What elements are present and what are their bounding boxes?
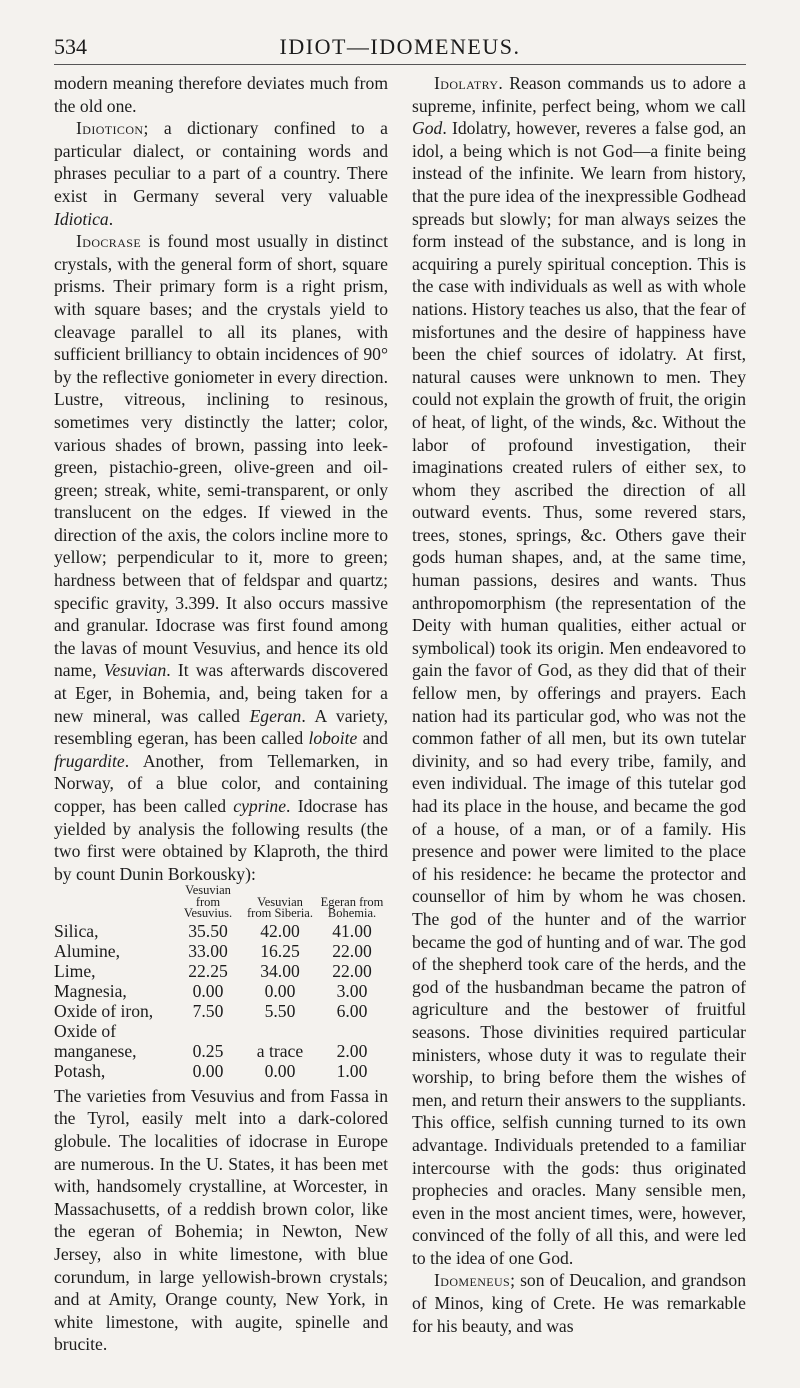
column-header: Vesuvian from Vesuvius.: [183, 883, 233, 921]
entry-idolatry: Idolatry. Reason commands us to adore a supreme, infinite, perfect being, whom we call God. Idolatry, however, reveres a false god, an idol, a being which is not God—a finite being instead of the infinite. We learn from history, that the pure idea of the inexpressible Godhead spreads but slowly; for man always seizes the form instead of the substance, and is long in acquiring a purely spiritual conception. This is the case with individuals as well as with whole nations. History teaches us also, that the fear of misfortunes and the desire of happiness have been the chief sources of idolatry. At first, natural causes were unknown to men. They could not explain the growth of fruit, the origin of heat, of light, of the winds, &c. Without the labor of profound investigation, their imaginations created rulers of either sex, to whom they ascribed the direction of all outward events. Thus, some revered stars, trees, stones, springs, &c. Others gave their gods human shapes, and, at the same time, human passions, desires and wants. Thus anthropomorphism (the representation of the Deity with human qualities, either actual or symbolical) took its origin. Men endeavored to gain the favor of God, as they did that of their fellow men, by offerings and prayers. Each nation had its particular god, who was not the common father of all men, but its own tutelar divinity, and so had every tribe, family, and even individual. The image of this tutelar god had its place in the house, and became the god of a house, of a man, or of a family. His presence and power were limited to the place of his residence: he became the protector and counsellor of him by whom he was chosen. The god of the hunter and of the warrior became the god of hunting and of war. The god of the shepherd took care of the herds, and the god of the husbandman became the patron of agriculture and the bestower of fruitful seasons. Those divinities required particular ministers, whose duty it was to regulate their worship, to bring before them the wishes of men, and return their answers to the suppliants. This office, selfish cunning turned to its own advantage. Individuals pretended to a familiar intercourse with the gods: thus originated prophecies and oracles. Many sensible men, even in the most ancient times, were, however, convinced of the folly of all this, and were led to the idea of one God.: [412, 73, 746, 1268]
entry-term-idocrase: Idocrase: [76, 231, 142, 252]
table-row: Lime, 22.25 34.00 22.00: [54, 960, 372, 981]
entry-idomeneus: Idomeneus; son of Deucalion, and grandson of Minos, king of Crete. He was remarkable for his beauty, and was: [412, 1270, 746, 1336]
analysis-table-header: [54, 885, 388, 920]
right-column: [412, 72, 746, 1337]
entry-idioticon: Idioticon; a dictionary confined to a particular dialect, or containing words and phrases peculiar to a part of a country. There exist in Germany several very valuable Idiotica.: [54, 118, 388, 229]
table-row: Potash, 0.00 0.00 1.00: [54, 1060, 368, 1081]
column-header: Egeran from Bohemia.: [320, 894, 384, 921]
table-row: Oxide of iron, 7.50 5.50 6.00: [54, 1000, 368, 1021]
left-column: [54, 72, 388, 1356]
entry-term-idolatry: Idolatry: [434, 73, 499, 93]
column-header: Vesuvian from Siberia.: [247, 894, 313, 921]
page-number: 534: [54, 34, 87, 59]
running-head: IDIOT—IDOMENEUS.: [279, 34, 521, 59]
page-header: [54, 34, 746, 65]
table-row: Alumine, 33.00 16.25 22.00: [54, 940, 372, 961]
table-row: Silica, 35.50 42.00 41.00: [54, 920, 372, 941]
table-row: Oxide of manganese, 0.25 a trace 2.00: [54, 1020, 368, 1061]
entry-term-idioticon: Idioticon: [76, 118, 144, 139]
paragraph-varieties: The varieties from Vesuvius and from Fassa in the Tyrol, easily melt into a dark-colored globule. The localities of idocrase in Europe are numerous. In the U. States, it has been met with, handsomely crystalline, at Worcester, in Massachusetts, of a reddish brown color, like the egeran of Bohemia; in Newton, New Jersey, also in white limestone, with blue corundum, in large yellowish-brown crystals; and at Amity, Orange county, New York, in white limestone, with augite, spinelle and brucite.: [54, 1085, 388, 1355]
table-row: Magnesia, 0.00 0.00 3.00: [54, 980, 368, 1001]
analysis-table: [54, 885, 388, 1081]
paragraph-modern-meaning: modern meaning therefore deviates much from the old one.: [54, 73, 388, 116]
entry-term-idomeneus: Idomeneus: [434, 1270, 511, 1291]
entry-idocrase: Idocrase is found most usually in distinct crystals, with the general form of short, square prisms. Their primary form is a right prism, with square bases; and the crystals yield to cleavage parallel to all its planes, with sufficient brilliancy to obtain incidences of 90° by the reflective goniometer in every direction. Lustre, vitreous, inclining to resinous, sometimes very distinctly the latter; color, various shades of brown, passing into leek-green, pistachio-green, olive-green and oil-green; streak, white, semi-transparent, or only translucent on the edges. If viewed in the direction of the axis, the colors incline more to yellow; perpendicular to it, more to green; hardness between that of feldspar and quartz; specific gravity, 3.399. It also occurs massive and granular. Idocrase was first found among the lavas of mount Vesuvius, and hence its old name, Vesuvian. It was afterwards discovered at Eger, in Bohemia, and, being taken for a new mineral, was called Egeran. A variety, resembling egeran, has been called loboite and frugardite. Another, from Tellemarken, in Norway, of a blue color, and containing copper, has been called cyprine. Idocrase has yielded by analysis the following results (the two first were obtained by Klaproth, the third by count Dunin Borkousky):: [54, 231, 389, 884]
